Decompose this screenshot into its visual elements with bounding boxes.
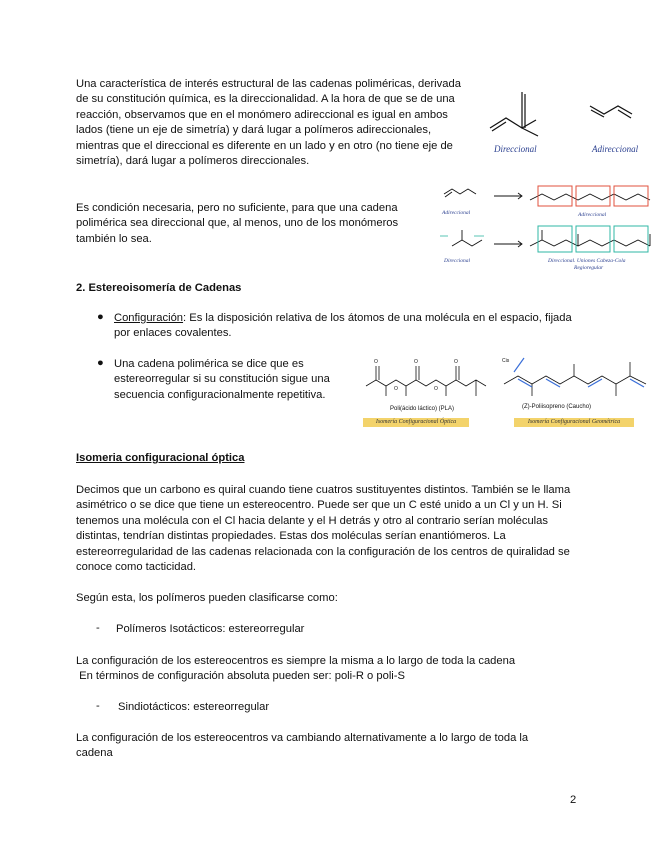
condition-paragraph: Es condición necesaria, pero no suficiente, para que una cadena polimérica sea direccional que, al menos, uno de los monómeros también lo sea.	[76, 202, 399, 245]
pla-structure	[360, 352, 492, 416]
page-number: 2	[570, 794, 577, 806]
label-bottom-right-1: Direccional. Uniones Cabeza-Cola	[548, 258, 626, 264]
isotactic-item: Polímeros Isotácticos: estereorregular	[116, 623, 305, 635]
intro-paragraph: Una característica de interés estructural de las cadenas poliméricas, derivada de su constitución química, es la direccionalidad. A la hora de que se de una reacción, observamos que en el monómero adireccional es igual en ambos lados (tiene un eje de simetría) y dará lugar a polímeros adireccionales, mientras que el direccional es diferente en un lado y en otro (no tiene eje de simetría), dará lugar a polímeros direccionales.	[76, 78, 461, 168]
pla-tag: Isomería Configuracional Óptica	[363, 418, 469, 427]
section-heading-stereoisomery: 2. Estereoisomería de Cadenas	[76, 282, 242, 294]
bullet-dot-1: ●	[97, 311, 104, 323]
svg-text:O: O	[374, 359, 378, 365]
chirality-paragraph: Decimos que un carbono es quiral cuando tiene cuatros sustituyentes distintos. También se le llama asimétrico o se dice que tiene un estereocentro. Puede ser que un C esté unido a un Cl y un H. Si tenemos una molécula con el Cl hacia delante y el H detrás y otro al contrario serían moléculas distintas, tendrían distintas propiedades. Estas dos moléculas serían enantiómeros. La estereorregularidad de las cadenas relacionada con la configuración de los centros de quiralidad se conoce como tacticidad.	[76, 484, 571, 574]
poly-label: (Z)-Poliisopreno (Caucho)	[522, 404, 592, 410]
monomer-figure	[486, 84, 646, 156]
svg-text:O: O	[454, 359, 458, 365]
caption-direccional: Direccional	[494, 144, 537, 154]
label-bottom-left: Direccional	[444, 258, 471, 264]
svg-text:O: O	[434, 386, 438, 392]
polyisoprene-structure	[500, 350, 650, 416]
syndiotactic-item: Sindiotácticos: estereorregular	[118, 701, 270, 713]
polymer-chain-figure	[438, 180, 653, 276]
term-configuration: Configuración	[114, 312, 184, 324]
isotactic-line-1: La configuración de los estereocentros es siempre la misma a lo largo de toda la cadena	[76, 655, 516, 667]
optical-isomerism-heading: Isomeria configuracional óptica	[76, 452, 245, 464]
syndiotactic-paragraph: La configuración de los estereocentros va cambiando alternativamente a lo largo de toda la cadena	[76, 732, 529, 760]
label-top-right: Adireccional	[578, 212, 607, 218]
bullet-configuration	[114, 311, 574, 342]
configuration-definition: : Es la disposición relativa de los átomos de una molécula en el espacio, fijada por enlaces covalentes.	[114, 312, 572, 340]
poly-tag: Isomería Configuracional Geométrica	[514, 418, 634, 427]
isotactic-line-2: En términos de configuración absoluta pueden ser: poli-R o poli-S	[76, 670, 405, 682]
pla-label: Poli(ácido láctico) (PLA)	[390, 406, 455, 412]
dash-isotactic: -	[96, 622, 100, 634]
svg-text:O: O	[414, 359, 418, 365]
dash-syndiotactic: -	[96, 700, 100, 712]
label-bottom-right-2: Regioregular	[574, 265, 604, 271]
label-top-left: Adireccional	[442, 210, 471, 216]
bullet-stereoregular: Una cadena polimérica se dice que es estereorregular si su constitución sigue una secuencia configuracionalmente repetitiva.	[114, 358, 330, 401]
bullet-dot-2: ●	[97, 357, 104, 369]
classification-text: Según esta, los polímeros pueden clasificarse como:	[76, 592, 338, 604]
svg-text:O: O	[394, 386, 398, 392]
caption-adireccional: Adireccional	[592, 144, 639, 154]
cis-label: Cis	[502, 358, 510, 364]
